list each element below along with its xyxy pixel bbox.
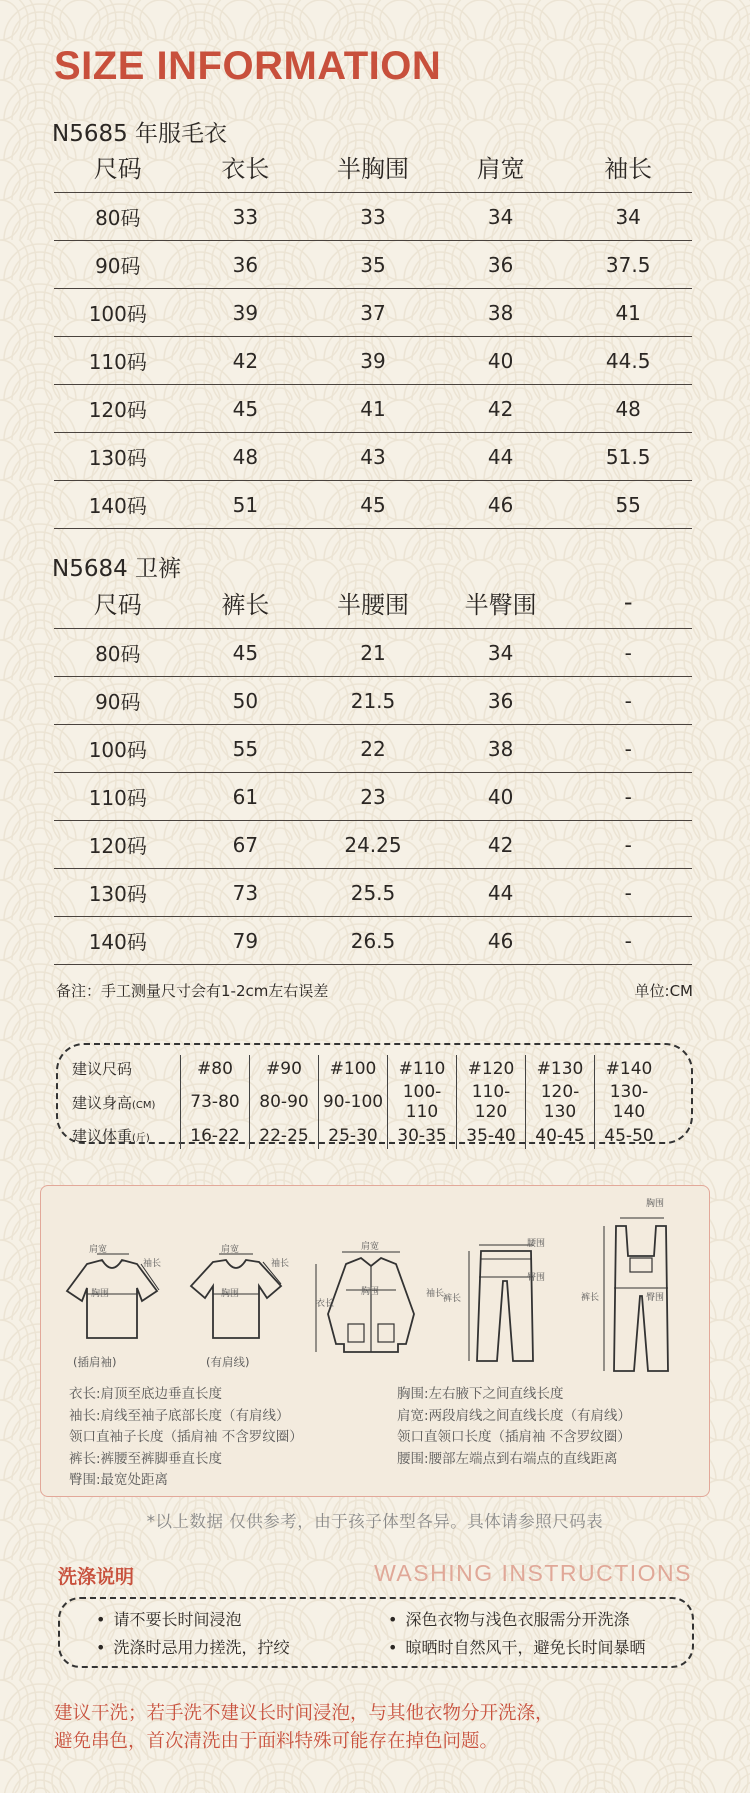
table-cell: 48 bbox=[182, 433, 310, 481]
table-row bbox=[54, 193, 692, 241]
table-row bbox=[54, 917, 692, 965]
wash-item: • 晾晒时自然风干，避免长时间暴晒 bbox=[388, 1635, 645, 1658]
sweater-size-table bbox=[54, 140, 692, 529]
table-cell: 38 bbox=[437, 725, 565, 773]
table-cell: 110码 bbox=[54, 773, 182, 821]
table-cell: 44.5 bbox=[564, 337, 692, 385]
rec-weight-label: 建议体重(斤) bbox=[72, 1127, 150, 1145]
rec-weight-cell: 35-40 bbox=[457, 1122, 526, 1149]
table-cell: 38 bbox=[437, 289, 565, 337]
table-cell: - bbox=[564, 773, 692, 821]
table-header-row bbox=[54, 140, 692, 193]
table-cell: 130码 bbox=[54, 433, 182, 481]
table-cell: 44 bbox=[437, 869, 565, 917]
table-cell: 44 bbox=[437, 433, 565, 481]
rec-size-cell: #140 bbox=[595, 1055, 664, 1082]
header-cell: 裤长 bbox=[182, 576, 310, 629]
table-cell: 34 bbox=[564, 193, 692, 241]
header-cell: 尺码 bbox=[54, 576, 182, 629]
table-cell: 21 bbox=[309, 629, 437, 677]
chest-label: 胸围 bbox=[361, 1287, 380, 1297]
rec-size-cell: #110 bbox=[388, 1055, 457, 1082]
shoulder-label: 肩宽 bbox=[89, 1245, 108, 1255]
shoulder-label: 肩宽 bbox=[361, 1242, 380, 1252]
table-row bbox=[54, 433, 692, 481]
table-row bbox=[54, 821, 692, 869]
dry-clean-note bbox=[54, 1700, 554, 1756]
table-cell: 120码 bbox=[54, 821, 182, 869]
sweater-title: N5685 年服毛衣 bbox=[52, 121, 228, 147]
table-cell: 24.25 bbox=[309, 821, 437, 869]
header-cell: 半腰围 bbox=[309, 576, 437, 629]
rec-weight-cell: 25-30 bbox=[319, 1122, 388, 1149]
table-header-row bbox=[54, 576, 692, 629]
wash-item: • 洗涤时忌用力搓洗，拧绞 bbox=[96, 1635, 289, 1658]
table-row bbox=[54, 773, 692, 821]
table-cell: 80码 bbox=[54, 629, 182, 677]
table-row bbox=[54, 385, 692, 433]
chest-label: 胸围 bbox=[646, 1199, 665, 1209]
table-cell: 26.5 bbox=[309, 917, 437, 965]
table-cell: 67 bbox=[182, 821, 310, 869]
table-cell: 22 bbox=[309, 725, 437, 773]
table-cell: 45 bbox=[182, 385, 310, 433]
pants-length-label: 裤长 bbox=[443, 1294, 462, 1304]
header-cell: 衣长 bbox=[182, 140, 310, 193]
definition-item: 肩宽:两段肩线之间直线长度（有肩线） bbox=[397, 1407, 632, 1424]
header-cell: - bbox=[564, 576, 692, 629]
rec-height-cell: 73-80 bbox=[181, 1082, 250, 1122]
table-cell: 90码 bbox=[54, 677, 182, 725]
chest-label: 胸围 bbox=[91, 1289, 110, 1299]
table-cell: 42 bbox=[182, 337, 310, 385]
table-cell: - bbox=[564, 725, 692, 773]
recommendation-box bbox=[56, 1043, 693, 1144]
table-cell: 51.5 bbox=[564, 433, 692, 481]
pants-diagram bbox=[451, 1241, 561, 1371]
definitions-right bbox=[397, 1384, 631, 1470]
table-cell: 21.5 bbox=[309, 677, 437, 725]
table-cell: - bbox=[564, 821, 692, 869]
header-cell: 尺码 bbox=[54, 140, 182, 193]
rec-size-cell: #130 bbox=[526, 1055, 595, 1082]
table-cell: 34 bbox=[437, 629, 565, 677]
rec-height-cell: 130-140 bbox=[595, 1082, 664, 1122]
hip-label: 臀围 bbox=[527, 1273, 546, 1283]
rec-height-cell: 120-130 bbox=[526, 1082, 595, 1122]
rec-size-row bbox=[72, 1055, 663, 1082]
definition-item: 裤长:裤腰至裤脚垂直长度 bbox=[69, 1450, 223, 1467]
table-cell: 33 bbox=[309, 193, 437, 241]
table-cell: 46 bbox=[437, 917, 565, 965]
table-cell: 42 bbox=[437, 821, 565, 869]
rec-weight-row bbox=[72, 1122, 663, 1149]
table-cell: 36 bbox=[182, 241, 310, 289]
table-cell: 37 bbox=[309, 289, 437, 337]
disclaimer: *以上数据 仅供参考，由于孩子体型各异。具体请参照尺码表 bbox=[146, 1512, 604, 1531]
measurement-guide-box bbox=[40, 1185, 710, 1497]
rec-size-cell: #90 bbox=[250, 1055, 319, 1082]
table-cell: 42 bbox=[437, 385, 565, 433]
table-cell: 46 bbox=[437, 481, 565, 529]
table-cell: 48 bbox=[564, 385, 692, 433]
table-cell: 39 bbox=[309, 337, 437, 385]
table-cell: 50 bbox=[182, 677, 310, 725]
table-row bbox=[54, 629, 692, 677]
table-cell: 79 bbox=[182, 917, 310, 965]
waist-label: 腰围 bbox=[527, 1239, 546, 1249]
definition-item: 腰围:腰部左端点到右端点的直线距离 bbox=[397, 1450, 618, 1467]
table-cell: 34 bbox=[437, 193, 565, 241]
table-cell: 55 bbox=[182, 725, 310, 773]
table-row bbox=[54, 481, 692, 529]
table-cell: 130码 bbox=[54, 869, 182, 917]
washing-title-cn: 洗涤说明 bbox=[58, 1566, 135, 1588]
table-cell: 23 bbox=[309, 773, 437, 821]
rec-height-label: 建议身高(CM) bbox=[72, 1093, 156, 1112]
table-cell: 110码 bbox=[54, 337, 182, 385]
sleeve-label: 袖长 bbox=[426, 1289, 445, 1299]
rec-size-cell: #120 bbox=[457, 1055, 526, 1082]
definition-item: 臀围:最宽处距离 bbox=[69, 1472, 169, 1488]
rec-size-cell: #100 bbox=[319, 1055, 388, 1082]
table-cell: 55 bbox=[564, 481, 692, 529]
pants-length-label: 裤长 bbox=[581, 1293, 600, 1303]
sleeve-label: 袖长 bbox=[271, 1259, 290, 1269]
rec-size-label: 建议尺码 bbox=[72, 1060, 133, 1078]
table-cell: 33 bbox=[182, 193, 310, 241]
page-title: SIZE INFORMATION bbox=[54, 44, 442, 88]
table-cell: 41 bbox=[309, 385, 437, 433]
definition-item: 衣长:肩顶至底边垂直长度 bbox=[69, 1386, 223, 1402]
table-cell: 40 bbox=[437, 337, 565, 385]
shoulder-label: 肩宽 bbox=[221, 1245, 240, 1255]
table-cell: 37.5 bbox=[564, 241, 692, 289]
rec-weight-cell: 30-35 bbox=[388, 1122, 457, 1149]
definitions-left bbox=[69, 1384, 303, 1492]
definition-item: 领口直领口长度（插肩袖 不含罗纹圈） bbox=[397, 1429, 631, 1445]
raglan-label: (插肩袖) bbox=[73, 1355, 117, 1369]
table-cell: 51 bbox=[182, 481, 310, 529]
table-cell: - bbox=[564, 917, 692, 965]
table-cell: 35 bbox=[309, 241, 437, 289]
measurement-note: 备注：手工测量尺寸会有1-2cm左右误差 bbox=[56, 982, 329, 1000]
rec-height-cell: 110-120 bbox=[457, 1082, 526, 1122]
table-row bbox=[54, 241, 692, 289]
table-cell: 41 bbox=[564, 289, 692, 337]
table-row bbox=[54, 677, 692, 725]
table-row bbox=[54, 725, 692, 773]
note-line: 建议干洗；若手洗不建议长时间浸泡，与其他衣物分开洗涤， bbox=[54, 1703, 554, 1724]
table-cell: 36 bbox=[437, 677, 565, 725]
table-row bbox=[54, 337, 692, 385]
table-cell: 61 bbox=[182, 773, 310, 821]
table-cell: 80码 bbox=[54, 193, 182, 241]
table-row bbox=[54, 869, 692, 917]
definition-item: 领口直袖子长度（插肩袖 不含罗纹圈） bbox=[69, 1429, 303, 1445]
wash-item: • 深色衣物与浅色衣服需分开洗涤 bbox=[388, 1607, 629, 1630]
pants-title: N5684 卫裤 bbox=[52, 556, 182, 582]
rec-height-row bbox=[72, 1082, 663, 1122]
rec-weight-cell: 16-22 bbox=[181, 1122, 250, 1149]
table-cell: 25.5 bbox=[309, 869, 437, 917]
chest-label: 胸围 bbox=[221, 1289, 240, 1299]
rec-height-cell: 80-90 bbox=[250, 1082, 319, 1122]
table-cell: 43 bbox=[309, 433, 437, 481]
table-cell: - bbox=[564, 869, 692, 917]
recommendation-table bbox=[72, 1055, 663, 1149]
header-cell: 半胸围 bbox=[309, 140, 437, 193]
note-line: 避免串色，首次清洗由于面料特殊可能存在掉色问题。 bbox=[54, 1731, 499, 1752]
header-cell: 半臀围 bbox=[437, 576, 565, 629]
rec-weight-cell: 45-50 bbox=[595, 1122, 664, 1149]
table-cell: 140码 bbox=[54, 917, 182, 965]
table-cell: 90码 bbox=[54, 241, 182, 289]
table-cell: 100码 bbox=[54, 725, 182, 773]
header-cell: 肩宽 bbox=[437, 140, 565, 193]
table-cell: 120码 bbox=[54, 385, 182, 433]
unit-note: 单位:CM bbox=[634, 982, 693, 1000]
table-cell: 40 bbox=[437, 773, 565, 821]
table-cell: 36 bbox=[437, 241, 565, 289]
definition-item: 袖长:肩线至袖子底部长度（有肩线） bbox=[69, 1407, 290, 1424]
rec-height-cell: 100-110 bbox=[388, 1082, 457, 1122]
table-cell: - bbox=[564, 629, 692, 677]
table-cell: 100码 bbox=[54, 289, 182, 337]
overalls-diagram bbox=[586, 1196, 696, 1376]
table-cell: - bbox=[564, 677, 692, 725]
washing-title-en: WASHING INSTRUCTIONS bbox=[374, 1560, 692, 1586]
table-cell: 39 bbox=[182, 289, 310, 337]
set-in-label: (有肩线) bbox=[206, 1355, 250, 1369]
length-label: 衣长 bbox=[316, 1299, 335, 1309]
table-row bbox=[54, 289, 692, 337]
rec-weight-cell: 40-45 bbox=[526, 1122, 595, 1149]
rec-weight-cell: 22-25 bbox=[250, 1122, 319, 1149]
rec-size-cell: #80 bbox=[181, 1055, 250, 1082]
table-cell: 45 bbox=[309, 481, 437, 529]
sleeve-label: 袖长 bbox=[143, 1259, 162, 1269]
rec-height-cell: 90-100 bbox=[319, 1082, 388, 1122]
table-cell: 140码 bbox=[54, 481, 182, 529]
definition-item: 胸围:左右腋下之间直线长度 bbox=[397, 1386, 564, 1402]
table-cell: 45 bbox=[182, 629, 310, 677]
hip-label: 臀围 bbox=[646, 1293, 665, 1303]
wash-item: • 请不要长时间浸泡 bbox=[96, 1607, 241, 1630]
header-cell: 袖长 bbox=[564, 140, 692, 193]
washing-box bbox=[58, 1597, 694, 1668]
pants-size-table bbox=[54, 576, 692, 965]
table-cell: 73 bbox=[182, 869, 310, 917]
